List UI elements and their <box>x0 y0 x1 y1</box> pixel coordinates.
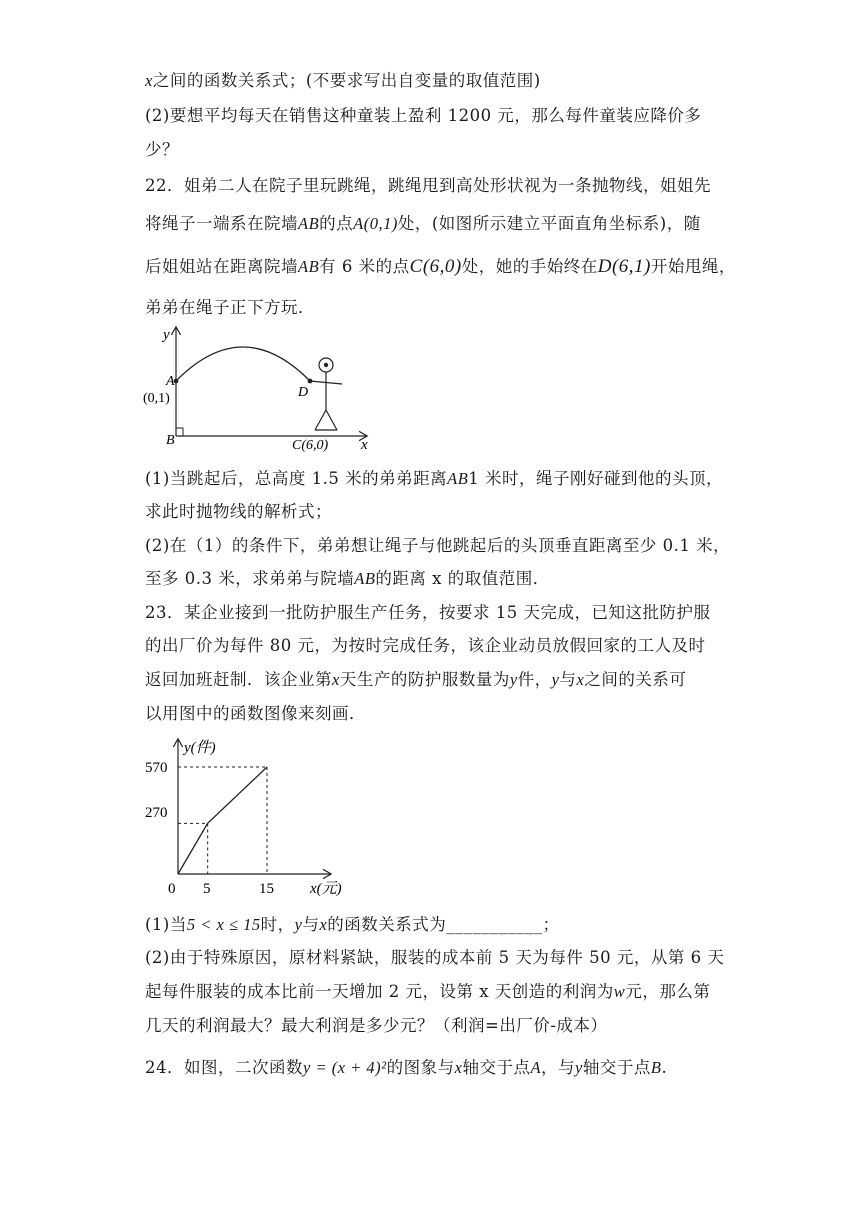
math-AB: AB <box>354 569 376 588</box>
math-D61: D(6,1) <box>597 256 651 277</box>
math-ptB: B <box>650 1058 662 1077</box>
label-D: D <box>298 385 309 400</box>
rope-diagram <box>140 322 370 452</box>
math-ptA: A <box>530 1058 542 1077</box>
text-seg: 有 6 米的点 <box>319 257 410 276</box>
y-axis-label: y(件) <box>184 740 216 756</box>
q22-line3 <box>145 256 736 278</box>
math-y: y <box>551 670 560 689</box>
text-seg: 的图象与 <box>386 1058 455 1077</box>
leg-right <box>326 410 337 430</box>
text-seg: 开始甩绳， <box>650 257 736 276</box>
text-seg: ，与 <box>541 1058 576 1077</box>
text-seg: 之间的函数关系式；(不要求写出自变量的取值范围) <box>152 71 541 90</box>
text-seg: 的点 <box>319 214 354 233</box>
math-ineq: 5 < x ≤ 15 <box>186 915 261 934</box>
text-seg: 轴交于点 <box>462 1058 531 1077</box>
q23-line2: 的出厂价为每件 80 元，为按时完成任务，该企业动员放假回家的工人及时 <box>145 636 706 655</box>
text-seg: . <box>661 1058 668 1077</box>
x-tick-0: 0 <box>168 881 176 897</box>
q23-line3 <box>145 669 686 691</box>
math-y: y <box>575 1058 583 1077</box>
label-A: A <box>166 374 175 389</box>
text-seg: 之间的关系可 <box>584 670 687 689</box>
x-axis-label: x(元) <box>310 881 342 897</box>
y-tick-270: 270 <box>145 805 168 821</box>
text-line: (2)要想平均每天在销售这种童装上盈利 1200 元，那么每件童装应降价多 <box>145 106 702 125</box>
text-seg: 处，(如图所示建立平面直角坐标系)，随 <box>397 214 701 233</box>
text-seg: 天生产的防护服数量为 <box>339 670 510 689</box>
math-x: x <box>454 1058 463 1077</box>
q23-line4: 以用图中的函数图像来刻画． <box>145 704 366 723</box>
text-seg: 1 米时，绳子刚好碰到他的头顶， <box>468 469 724 488</box>
math-AB: AB <box>447 469 469 488</box>
q23-part2-b <box>145 981 710 1003</box>
text-seg: 返回加班赶制．该企业第 <box>145 670 332 689</box>
math-x: x <box>145 71 153 90</box>
q23-part2-c: 几天的利润最大？最大利润是多少元？（利润=出厂价-成本） <box>145 1016 608 1035</box>
leg-left <box>315 410 326 430</box>
text-seg: 至多 0.3 米，求弟弟与院墙 <box>145 569 355 588</box>
q22-line4: 弟弟在绳子正下方玩． <box>145 298 315 317</box>
text-seg: 与 <box>302 915 320 934</box>
math-AB: AB <box>298 257 320 276</box>
text-line: 少？ <box>145 140 179 159</box>
q23-part2: (2)由于特殊原因，原材料紧缺，服装的成本前 5 天为每件 50 元，从第 6 天 <box>145 948 725 967</box>
math-x: x <box>576 670 585 689</box>
text-seg: 件， <box>517 670 552 689</box>
text-seg: 的函数关系式为___________； <box>327 915 560 934</box>
math-y: y <box>509 670 518 689</box>
math-AB: AB <box>298 214 320 233</box>
q23-line1: 23．某企业接到一批防护服生产任务，按要求 15 天完成，已知这批防护服 <box>145 603 711 622</box>
x-tick-5: 5 <box>203 881 211 897</box>
rope-parabola <box>176 347 310 381</box>
text-line <box>145 70 541 92</box>
label-B: B <box>166 433 175 448</box>
head-dot <box>324 363 327 366</box>
y-tick-570: 570 <box>145 760 168 776</box>
text-seg: 将绳子一端系在院墙 <box>145 214 298 233</box>
q24-line1 <box>145 1057 667 1079</box>
label-A-coord: (0,1) <box>143 391 170 406</box>
text-seg: 起每件服装的成本比前一天增加 2 元，设第 x 天创造的利润为 <box>145 982 614 1001</box>
math-C60: C(6,0) <box>409 256 462 277</box>
text-seg: 处，她的手始终在 <box>461 257 598 276</box>
math-y: y <box>294 915 303 934</box>
q22-line2 <box>145 213 701 235</box>
math-w: w <box>613 982 626 1001</box>
text-seg: 时， <box>260 915 295 934</box>
text-seg: (1)当 <box>145 915 187 934</box>
production-chart <box>140 732 360 902</box>
series-line <box>178 767 267 874</box>
text-seg: 后姐姐站在距离院墙 <box>145 257 298 276</box>
q22-part2: (2)在（1）的条件下，弟弟想让绳子与他跳起后的头顶垂直距离至少 0.1 米， <box>145 536 731 555</box>
text-seg: 元，那么第 <box>625 982 711 1001</box>
q22-part1-b: 求此时抛物线的解析式； <box>145 502 332 521</box>
text-seg: 的距离 x 的取值范围． <box>375 569 550 588</box>
text-seg: 与 <box>559 670 577 689</box>
y-axis-label: y <box>163 327 170 343</box>
math-quad: y = (x + 4)² <box>303 1058 387 1077</box>
sister-figure <box>310 358 342 430</box>
math-x: x <box>319 915 328 934</box>
q22-part2-b <box>145 568 550 590</box>
q22-line1: 22．姐弟二人在院子里玩跳绳，跳绳甩到高处形状视为一条抛物线，姐姐先 <box>145 176 711 195</box>
q22-part1 <box>145 468 723 490</box>
math-x: x <box>332 670 340 689</box>
text-seg: 24．如图，二次函数 <box>145 1058 303 1077</box>
x-axis-label: x <box>361 437 368 452</box>
math-A01: A(0,1) <box>353 214 398 233</box>
label-C: C(6,0) <box>292 438 329 452</box>
text-seg: (1)当跳起后，总高度 1.5 米的弟弟距离 <box>145 469 448 488</box>
x-tick-15: 15 <box>259 881 274 897</box>
q23-part1 <box>145 914 560 936</box>
right-angle-mark <box>176 428 183 436</box>
text-seg: 轴交于点 <box>582 1058 651 1077</box>
